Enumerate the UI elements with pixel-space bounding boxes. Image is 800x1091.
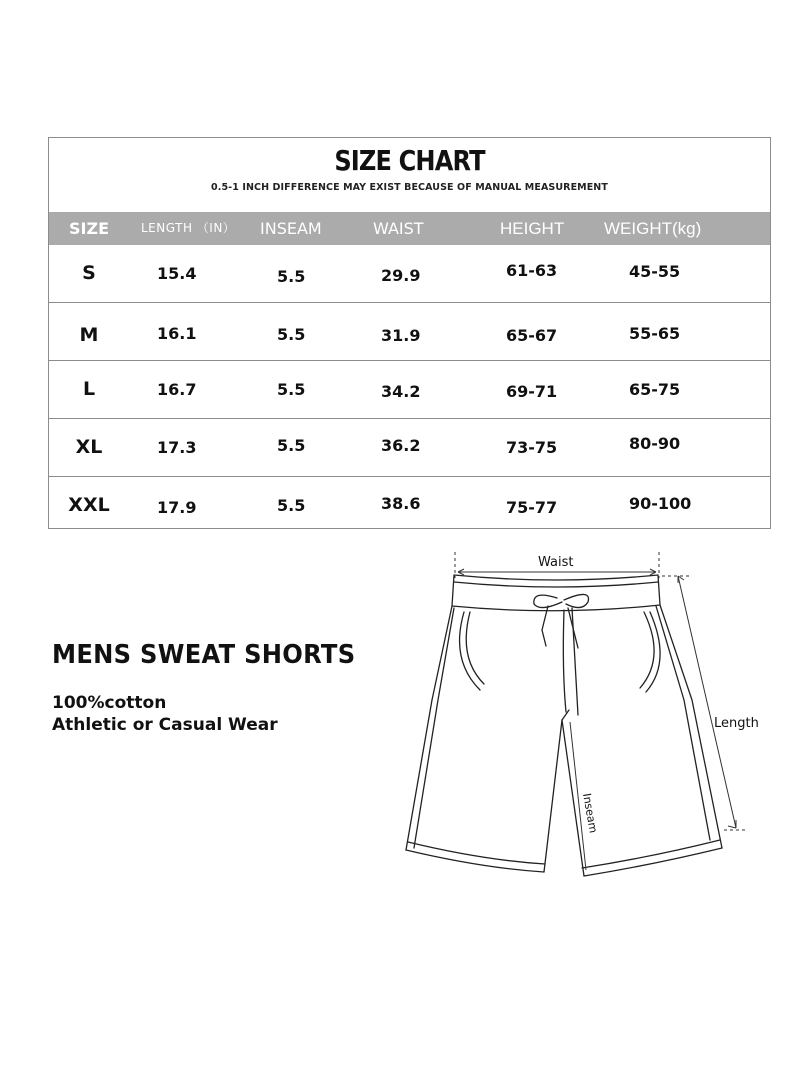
cell-weight: 55-65 [629, 324, 681, 343]
cell-waist: 31.9 [381, 326, 421, 345]
cell-inseam: 5.5 [277, 267, 306, 286]
cell-length: 15.4 [157, 264, 197, 283]
cell-weight: 65-75 [629, 380, 681, 399]
cell-weight: 80-90 [629, 434, 681, 453]
column-header-length: LENGTH （IN） [141, 221, 236, 235]
cell-inseam: 5.5 [277, 436, 306, 455]
cell-waist: 36.2 [381, 436, 421, 455]
size-chart-table [48, 137, 771, 529]
inseam-label: Inseam [580, 792, 600, 835]
table-row [49, 302, 770, 360]
cell-height: 65-67 [506, 326, 558, 345]
cell-waist: 34.2 [381, 382, 421, 401]
cell-size: M [79, 324, 99, 346]
cell-inseam: 5.5 [277, 496, 306, 515]
size-chart-header [49, 138, 770, 212]
table-row [49, 245, 770, 302]
cell-inseam: 5.5 [277, 325, 306, 344]
table-row [49, 360, 770, 418]
measurement-guides [455, 552, 748, 870]
cell-size: L [82, 378, 96, 400]
cell-length: 16.7 [157, 380, 197, 399]
cell-weight: 90-100 [629, 494, 692, 513]
cell-length: 17.3 [157, 438, 197, 457]
column-header-height: HEIGHT [500, 219, 565, 238]
table-row [49, 476, 770, 534]
column-header-waist: WAIST [373, 219, 424, 238]
cell-size: XL [75, 436, 103, 458]
cell-size: XXL [68, 494, 110, 516]
cell-size: S [82, 262, 96, 284]
column-header-size: SIZE [69, 219, 110, 238]
cell-waist: 38.6 [381, 494, 421, 513]
size-chart-note: 0.5-1 INCH DIFFERENCE MAY EXIST BECAUSE OF MANUAL MEASUREMENT [211, 182, 608, 193]
column-header-weight: WEIGHT(kg) [604, 219, 702, 238]
shorts-measurement-diagram [392, 550, 772, 890]
length-label: Length [714, 716, 759, 731]
cell-weight: 45-55 [629, 262, 681, 281]
table-row [49, 418, 770, 476]
cell-height: 73-75 [506, 438, 558, 457]
column-header-inseam: INSEAM [260, 219, 322, 238]
cell-length: 16.1 [157, 324, 197, 343]
cell-height: 61-63 [506, 261, 558, 280]
cell-inseam: 5.5 [277, 380, 306, 399]
cell-height: 75-77 [506, 498, 558, 517]
product-usage: Athletic or Casual Wear [52, 715, 278, 735]
cell-length: 17.9 [157, 498, 197, 517]
column-header-row [49, 212, 770, 245]
cell-height: 69-71 [506, 382, 558, 401]
shorts-outline-icon [406, 575, 722, 876]
product-material: 100%cotton [52, 693, 167, 713]
cell-waist: 29.9 [381, 266, 421, 285]
product-title: MENS SWEAT SHORTS [52, 640, 356, 670]
size-chart-title: SIZE CHART [334, 144, 485, 177]
size-rows [49, 245, 770, 534]
waist-label: Waist [538, 555, 574, 570]
